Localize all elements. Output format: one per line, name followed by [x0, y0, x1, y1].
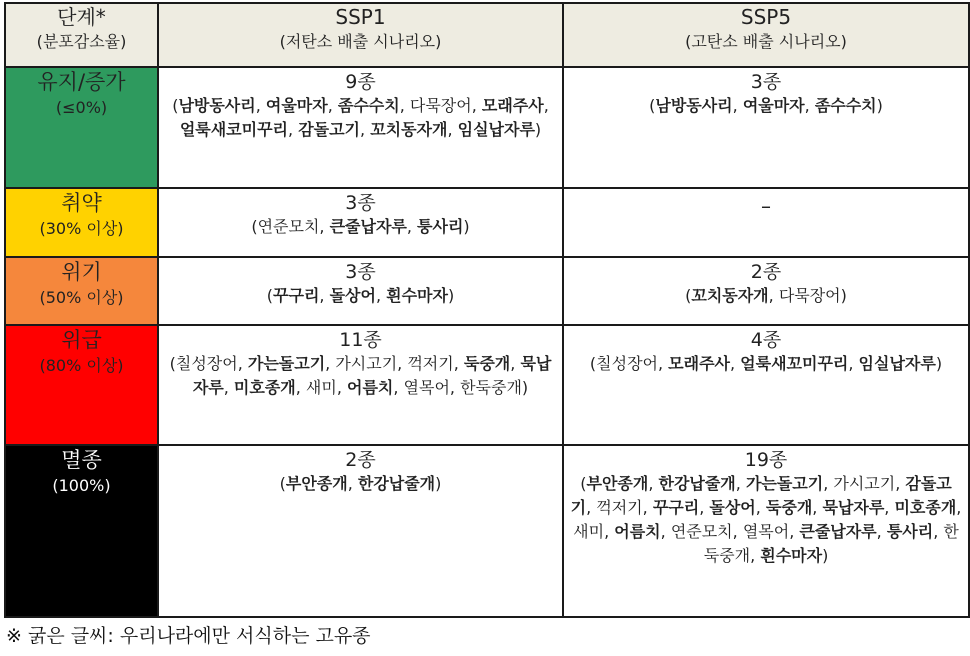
stage-name: 위기: [61, 260, 102, 284]
stage-cell-crisis: [5, 257, 158, 325]
stage-name: 취약: [61, 191, 102, 215]
species-name: 얼룩새코미꾸리: [179, 120, 289, 139]
ssp5-cell-vulnerable: [563, 188, 969, 257]
species-count: 3종: [345, 192, 376, 214]
species-name: 묵납자루: [192, 354, 552, 397]
species-name: 가시고기: [833, 474, 896, 493]
stage-cell-maintain: [5, 67, 158, 188]
species-name: 한강납줄개: [357, 474, 436, 493]
species-name: 미호종개: [233, 378, 296, 397]
species-name: 부안종개: [285, 474, 348, 493]
species-name: 좀수수치: [337, 96, 400, 115]
ssp1-header: [158, 3, 563, 67]
ssp5-header-subtitle: (고탄소 배출 시나리오): [685, 32, 847, 51]
ssp5-header-title: SSP5: [740, 5, 792, 29]
species-name: 한둑중개: [703, 522, 959, 565]
species-name: 여울마자: [265, 96, 328, 115]
stage-rate: (80% 이상): [39, 356, 124, 375]
ssp1-cell-endangered: [158, 325, 563, 445]
species-name: 꺽저기: [407, 354, 454, 373]
species-name: 가는돌고기: [247, 354, 326, 373]
species-name: 연준모치: [670, 522, 733, 541]
species-list: (부안종개, 한강납줄개): [279, 474, 442, 493]
ssp5-cell-crisis: [563, 257, 969, 325]
species-list: (꾸구리, 돌상어, 흰수마자): [266, 286, 455, 305]
ssp1-cell-maintain: [158, 67, 563, 188]
row-crisis: [5, 257, 969, 325]
species-name: 감돌고기: [570, 474, 952, 517]
species-name: 둑중개: [463, 354, 511, 373]
species-count: 2종: [345, 449, 376, 471]
ssp5-cell-extinct: [563, 445, 969, 617]
row-extinct: [5, 445, 969, 617]
species-name: 임실납자루: [457, 120, 535, 139]
ssp1-cell-crisis: [158, 257, 563, 325]
species-count: 3종: [345, 261, 376, 283]
species-list: (칠성장어, 가는돌고기, 가시고기, 꺽저기, 둑중개, 묵납자루, 미호종개, 새미, 어름치, 열목어, 한둑중개): [169, 354, 552, 397]
footnote: ※ 굵은 글씨: 우리나라에만 서식하는 고유종: [6, 625, 371, 647]
species-count: 3종: [750, 71, 782, 93]
species-name: 얼룩새꼬미꾸리: [740, 354, 849, 373]
species-name: 임실납자루: [858, 354, 936, 373]
stage-rate: (100%): [52, 476, 111, 495]
ssp1-cell-extinct: [158, 445, 563, 617]
species-name: 새미: [305, 378, 337, 397]
species-name: 남방동사리: [178, 96, 256, 115]
species-stage-table: [4, 2, 970, 618]
ssp5-header: [563, 3, 969, 67]
species-name: 가는돌고기: [745, 474, 824, 493]
species-count: 2종: [750, 261, 782, 283]
stage-header-title: 단계*: [57, 5, 106, 29]
species-name: 모래주사: [668, 354, 730, 373]
species-name: 둑중개: [765, 498, 813, 517]
species-name: 새미: [573, 522, 605, 541]
species-name: 퉁사리: [417, 217, 464, 236]
stage-name: 멸종: [61, 448, 102, 472]
species-name: 여울마자: [742, 96, 805, 115]
species-name: 돌상어: [329, 286, 376, 305]
species-name: 부안종개: [586, 474, 649, 493]
species-name: 연준모치: [257, 217, 320, 236]
species-name: 큰줄납자루: [799, 522, 877, 541]
stage-header: [5, 3, 158, 67]
stage-header-subtitle: (분포감소율): [36, 32, 127, 51]
row-maintain: [5, 67, 969, 188]
species-name: 남방동사리: [655, 96, 733, 115]
species-count: 9종: [345, 71, 376, 93]
stage-cell-endangered: [5, 325, 158, 445]
species-name: 한강납줄개: [658, 474, 736, 493]
species-name: 어름치: [614, 522, 661, 541]
species-name: 좀수수치: [814, 96, 877, 115]
row-endangered: [5, 325, 969, 445]
species-name: 꼬치동자개: [691, 286, 769, 305]
species-count: 11종: [339, 329, 382, 351]
stage-cell-vulnerable: [5, 188, 158, 257]
header-row: [5, 3, 969, 67]
stage-rate: (30% 이상): [39, 219, 124, 238]
species-name: 칠성장어: [596, 354, 658, 373]
species-name: 꼬치동자개: [370, 120, 448, 139]
species-name: 꺽저기: [596, 498, 643, 517]
species-list: (연준모치, 큰줄납자루, 퉁사리): [251, 217, 470, 236]
species-name: 흰수마자: [760, 546, 823, 565]
ssp5-cell-maintain: [563, 67, 969, 188]
species-list: (칠성장어, 모래주사, 얼룩새꼬미꾸리, 임실납자루): [589, 354, 943, 373]
stage-rate: (≤0%): [55, 98, 108, 117]
species-name: 미호종개: [894, 498, 957, 517]
species-name: 꾸구리: [273, 286, 320, 305]
ssp5-cell-endangered: [563, 325, 969, 445]
stage-cell-extinct: [5, 445, 158, 617]
ssp1-header-title: SSP1: [335, 5, 386, 29]
species-list: (부안종개, 한강납줄개, 가는돌고기, 가시고기, 감돌고기, 꺽저기, 꾸구리, 돌상어, 둑중개, 묵납자루, 미호종개, 새미, 어름치, 연준모치, 열목어, 큰줄납자루, 퉁사리, 한둑중개, 흰수마자): [570, 474, 962, 565]
species-name: 한둑중개: [460, 378, 522, 397]
species-name: 퉁사리: [886, 522, 934, 541]
species-name: 열목어: [742, 522, 790, 541]
species-name: 감돌고기: [298, 120, 361, 139]
species-name: 다묵장어: [409, 96, 472, 115]
row-vulnerable: [5, 188, 969, 257]
species-list: (꼬치동자개, 다묵장어): [685, 286, 847, 305]
stage-rate: (50% 이상): [39, 288, 124, 307]
species-name: 가시고기: [335, 354, 398, 373]
species-name: 묵납자루: [822, 498, 885, 517]
stage-name: 위급: [61, 328, 102, 352]
species-name: 모래주사: [481, 96, 544, 115]
species-name: 돌상어: [709, 498, 756, 517]
species-count: 4종: [750, 329, 782, 351]
species-name: 꾸구리: [652, 498, 700, 517]
species-name: 어름치: [347, 378, 394, 397]
species-name: 흰수마자: [386, 286, 448, 305]
species-list: (남방동사리, 여울마자, 좀수수치): [649, 96, 883, 115]
species-name: 열목어: [403, 378, 450, 397]
stage-name: 유지/증가: [37, 70, 126, 94]
species-count: 19종: [744, 449, 788, 471]
ssp1-header-subtitle: (저탄소 배출 시나리오): [279, 32, 442, 51]
species-list: (남방동사리, 여울마자, 좀수수치, 다묵장어, 모래주사, 얼룩새코미꾸리, 감돌고기, 꼬치동자개, 임실납자루): [172, 96, 549, 139]
species-name: 칠성장어: [175, 354, 238, 373]
empty-dash: –: [761, 194, 771, 218]
ssp1-cell-vulnerable: [158, 188, 563, 257]
species-name: 큰줄납자루: [329, 217, 407, 236]
species-name: 다묵장어: [778, 286, 841, 305]
